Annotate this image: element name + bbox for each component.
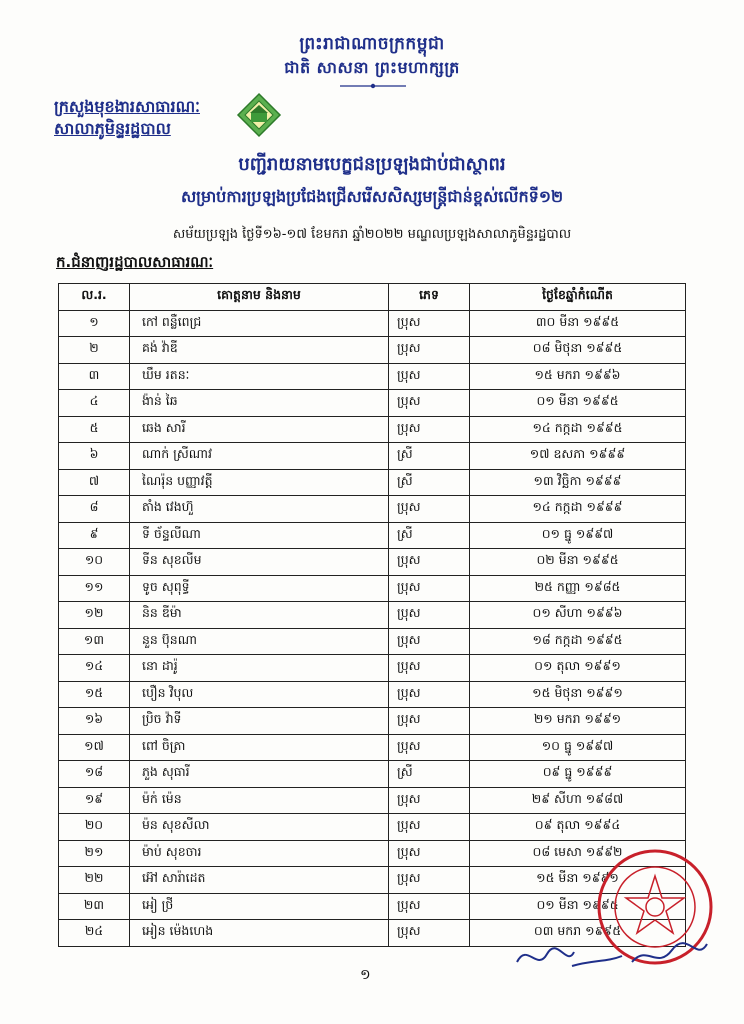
cell-dob: ២១ មករា ១៩៩១ (470, 708, 686, 735)
national-motto: ជាតិ សាសនា ព្រះមហាក្សត្រ (284, 58, 460, 77)
table-row (59, 522, 686, 549)
cell-name: ទូច សុពុទ្ធី (130, 575, 389, 602)
cell-sex: ប្រុស (389, 337, 470, 364)
cell-dob: ០១ មីនា ១៩៩៥ (470, 893, 686, 920)
cell-dob: ០១ តុលា ១៩៩១ (470, 655, 686, 682)
cell-sex: ប្រុស (389, 363, 470, 390)
cell-no: ៨ (59, 496, 130, 523)
cell-sex: ប្រុស (389, 708, 470, 735)
cell-name: ទីន សុខលីម (130, 549, 389, 576)
cell-sex: ប្រុស (389, 602, 470, 629)
cell-name: និន ឌីម៉ា (130, 602, 389, 629)
cell-dob: ២៩ សីហា ១៩៨៧ (470, 787, 686, 814)
table-row (59, 496, 686, 523)
table-row (59, 734, 686, 761)
cell-no: ១២ (59, 602, 130, 629)
cell-no: ៧ (59, 469, 130, 496)
cell-no: ២ (59, 337, 130, 364)
cell-name: អ៊ៅ សារ៉ាដេត (130, 867, 389, 894)
exam-session: សម័យប្រឡង ថ្ងៃទី១៦-១៧ ខែមករា ឆ្នាំ២០២២ មណ្ឌលប្រឡងសាលាភូមិន្ទរដ្ឋបាល (172, 227, 572, 242)
cell-no: ២០ (59, 814, 130, 841)
cell-sex: ប្រុស (389, 390, 470, 417)
table-row (59, 469, 686, 496)
cell-sex: ប្រុស (389, 681, 470, 708)
ornament-divider (338, 82, 408, 90)
cell-sex: ប្រុស (389, 840, 470, 867)
table-row (59, 840, 686, 867)
cell-name: ឆេង សារី (130, 416, 389, 443)
document-subtitle: សម្រាប់ការប្រឡងប្រជែងជ្រើសរើសសិស្សមន្ត្រីជាន់ខ្ពស់លើកទី១២ (180, 187, 564, 206)
table-row (59, 708, 686, 735)
cell-sex: ស្រី (389, 761, 470, 788)
school-name: សាលាភូមិន្ទរដ្ឋបាល (54, 119, 171, 138)
cell-dob: ១០ ធ្នូ ១៩៩៧ (470, 734, 686, 761)
cell-sex: ប្រុស (389, 734, 470, 761)
cell-name: ភួង សុធារី (130, 761, 389, 788)
cell-no: ១០ (59, 549, 130, 576)
cell-dob: ១៥ មីនា ១៩៩១ (470, 867, 686, 894)
table-row (59, 575, 686, 602)
cell-dob: ១៥ មករា ១៩៩៦ (470, 363, 686, 390)
cell-dob: ០៨ មេសា ១៩៩២ (470, 840, 686, 867)
cell-no: ៩ (59, 522, 130, 549)
document-title: បញ្ជីរាយនាមបេក្ខជនប្រឡងជាប់ជាស្ថាពរ (238, 154, 506, 175)
cell-no: ១៣ (59, 628, 130, 655)
cell-dob: ០២ មីនា ១៩៩៥ (470, 549, 686, 576)
table-row (59, 628, 686, 655)
cell-dob: ០៩ ធ្នូ ១៩៩៩ (470, 761, 686, 788)
table-row (59, 443, 686, 470)
table-row (59, 814, 686, 841)
cell-no: ៤ (59, 390, 130, 417)
table-row (59, 310, 686, 337)
cell-sex: ប្រុស (389, 496, 470, 523)
table-row (59, 390, 686, 417)
cell-name: កៅ ពន្លឺពេជ្រ (130, 310, 389, 337)
cell-sex: ប្រុស (389, 575, 470, 602)
cell-sex: ប្រុស (389, 787, 470, 814)
table-row (59, 893, 686, 920)
cell-sex: ស្រី (389, 443, 470, 470)
cell-dob: ០១ ធ្នូ ១៩៩៧ (470, 522, 686, 549)
cell-name: ប្រិច វ៉ាទី (130, 708, 389, 735)
cell-dob: ១៥ មិថុនា ១៩៩១ (470, 681, 686, 708)
cell-sex: ប្រុស (389, 416, 470, 443)
school-logo-icon (236, 92, 282, 138)
cell-dob: ០៩ តុលា ១៩៩៤ (470, 814, 686, 841)
cell-sex: ប្រុស (389, 867, 470, 894)
cell-name: ឃឹម រតនៈ (130, 363, 389, 390)
cell-no: ១៨ (59, 761, 130, 788)
cell-dob: ២៥ កញ្ញា ១៩៨៥ (470, 575, 686, 602)
cell-no: ១៤ (59, 655, 130, 682)
cell-name: ម៉ាប់ សុខចារ (130, 840, 389, 867)
cell-sex: ប្រុស (389, 920, 470, 947)
cell-dob: ៣០ មីនា ១៩៩៥ (470, 310, 686, 337)
cell-no: ៥ (59, 416, 130, 443)
table-row (59, 602, 686, 629)
cell-no: ២១ (59, 840, 130, 867)
cell-name: ម៉ក់ ម៉េន (130, 787, 389, 814)
table-row (59, 787, 686, 814)
cell-no: ១៦ (59, 708, 130, 735)
cell-no: ១៩ (59, 787, 130, 814)
cell-dob: ០១ សីហា ១៩៩៦ (470, 602, 686, 629)
table-row (59, 549, 686, 576)
cell-no: ៦ (59, 443, 130, 470)
table-row (59, 867, 686, 894)
table-row (59, 761, 686, 788)
cell-sex: ប្រុស (389, 628, 470, 655)
cell-name: ពៅ ចិត្រា (130, 734, 389, 761)
cell-sex: ស្រី (389, 522, 470, 549)
cell-dob: ០៨ មិថុនា ១៩៩៥ (470, 337, 686, 364)
header-name: គោត្តនាម និងនាម (130, 284, 389, 311)
cell-name: ម៉ន សុខសីលា (130, 814, 389, 841)
cell-no: ១ (59, 310, 130, 337)
header-dob: ថ្ងៃខែឆ្នាំកំណើត (470, 284, 686, 311)
cell-sex: ប្រុស (389, 549, 470, 576)
header-no: ល.រ. (59, 284, 130, 311)
table-row (59, 655, 686, 682)
cell-sex: ប្រុស (389, 655, 470, 682)
cell-name: អៀ ថ្រី (130, 893, 389, 920)
kingdom-header: ព្រះរាជាណាចក្រកម្ពុជា (299, 34, 445, 54)
cell-no: ២៤ (59, 920, 130, 947)
cell-name: តាំង វេងហ៊ួ (130, 496, 389, 523)
cell-dob: ១៨ កក្កដា ១៩៩៥ (470, 628, 686, 655)
cell-dob: ១៧ ឧសភា ១៩៩៩ (470, 443, 686, 470)
cell-dob: ០១ មីនា ១៩៩៥ (470, 390, 686, 417)
cell-name: គង់ វ៉ាឌី (130, 337, 389, 364)
cell-name: ទី ច័ន្ទលីណា (130, 522, 389, 549)
header-sex: ភេទ (389, 284, 470, 311)
table-row (59, 363, 686, 390)
cell-dob: ០៣ មករា ១៩៩៥ (470, 920, 686, 947)
cell-name: នោ ដារ៉ូ (130, 655, 389, 682)
candidate-table (58, 283, 686, 947)
signature (512, 932, 712, 980)
cell-dob: ១៤ កក្កដា ១៩៩៩ (470, 496, 686, 523)
cell-name: បឿន វិបុល (130, 681, 389, 708)
ministry-name: ក្រសួងមុខងារសាធារណៈ (54, 97, 200, 116)
cell-dob: ១៤ កក្កដា ១៩៩៥ (470, 416, 686, 443)
cell-sex: ប្រុស (389, 814, 470, 841)
section-heading: ក.ជំនាញរដ្ឋបាលសាធារណៈ (56, 253, 214, 271)
cell-no: ១៧ (59, 734, 130, 761)
table-row (59, 337, 686, 364)
cell-name: ណាក់ ស្រីណាវ (130, 443, 389, 470)
cell-no: ១១ (59, 575, 130, 602)
cell-name: នួន ប៊ុនណា (130, 628, 389, 655)
page-number: ១ (360, 967, 371, 983)
table-row (59, 681, 686, 708)
table-header-row (59, 284, 686, 311)
cell-sex: ប្រុស (389, 893, 470, 920)
table-row (59, 416, 686, 443)
cell-name: ណៃរ៉ុន បញ្ញាវត្តី (130, 469, 389, 496)
cell-no: ៣ (59, 363, 130, 390)
cell-no: ២៣ (59, 893, 130, 920)
cell-name: អៀន ម៉េងហេង (130, 920, 389, 947)
cell-name: ង៉ាន់ ឆៃ (130, 390, 389, 417)
cell-no: ១៥ (59, 681, 130, 708)
cell-no: ២២ (59, 867, 130, 894)
cell-sex: ស្រី (389, 469, 470, 496)
cell-dob: ១៣ វិច្ឆិកា ១៩៩៩ (470, 469, 686, 496)
cell-sex: ប្រុស (389, 310, 470, 337)
